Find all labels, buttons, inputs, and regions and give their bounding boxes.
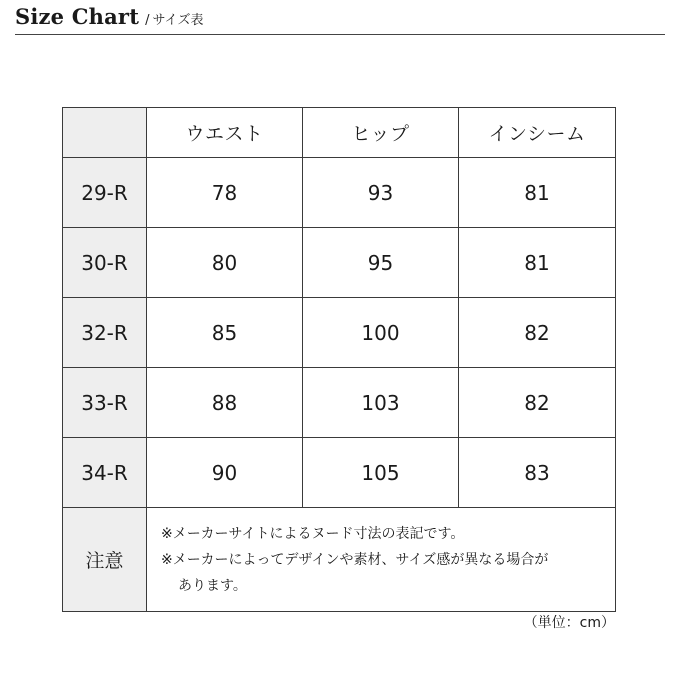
page-subtitle: サイズ表 [152, 13, 204, 28]
page-title: Size Chart [15, 4, 140, 29]
inseam-value: 82 [459, 368, 616, 438]
table-row [63, 368, 616, 438]
size-chart-table [62, 107, 616, 612]
hip-value: 93 [303, 158, 459, 228]
waist-value: 85 [147, 298, 303, 368]
table-row [63, 228, 616, 298]
hip-value: 105 [303, 438, 459, 508]
table-row [63, 158, 616, 228]
table-corner-cell [63, 108, 147, 158]
row-size-label: 34-R [63, 438, 147, 508]
note-content [147, 508, 616, 612]
column-header-inseam: インシーム [459, 108, 616, 158]
row-size-label: 30-R [63, 228, 147, 298]
waist-value: 88 [147, 368, 303, 438]
note-label: 注意 [63, 508, 147, 612]
page-header [15, 4, 665, 34]
column-header-hip: ヒップ [303, 108, 459, 158]
waist-value: 80 [147, 228, 303, 298]
note-line-2: ※メーカーによってデザインや素材、サイズ感が異なる場合が [161, 551, 549, 568]
inseam-value: 81 [459, 228, 616, 298]
row-size-label: 33-R [63, 368, 147, 438]
table-row [63, 298, 616, 368]
hip-value: 103 [303, 368, 459, 438]
waist-value: 78 [147, 158, 303, 228]
hip-value: 100 [303, 298, 459, 368]
hip-value: 95 [303, 228, 459, 298]
note-row [63, 508, 616, 612]
inseam-value: 81 [459, 158, 616, 228]
table-row [63, 438, 616, 508]
header-divider [15, 34, 665, 35]
row-size-label: 32-R [63, 298, 147, 368]
unit-note: （単位：cm） [523, 615, 615, 631]
table-header-row [63, 108, 616, 158]
note-line-3: あります。 [178, 577, 247, 594]
note-line-1: ※メーカーサイトによるヌード寸法の表記です。 [161, 525, 465, 542]
waist-value: 90 [147, 438, 303, 508]
column-header-waist: ウエスト [147, 108, 303, 158]
inseam-value: 82 [459, 298, 616, 368]
row-size-label: 29-R [63, 158, 147, 228]
title-separator: / [145, 13, 150, 28]
inseam-value: 83 [459, 438, 616, 508]
